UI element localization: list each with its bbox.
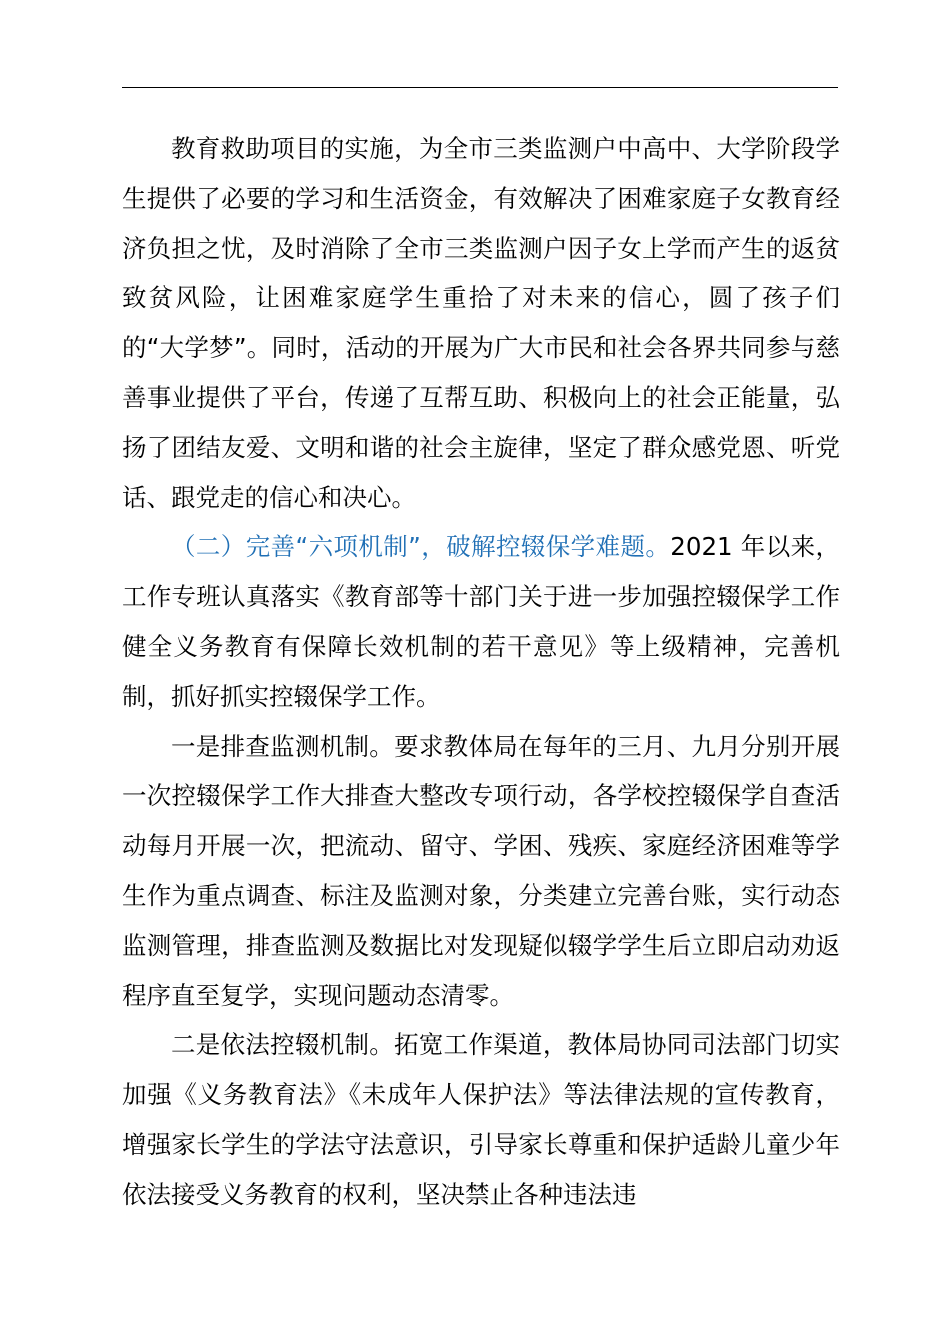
paragraph-six-mechanisms xyxy=(122,522,840,721)
paragraph-text: 2021 年以来，工作专班认真落实《教育部等十部门关于进一步加强控辍保学工作健全义务教育有保障长效机制的若干意见》等上级精神，完善机制，抓好抓实控辍保学工作。 xyxy=(122,532,840,711)
paragraph-education-aid-results xyxy=(122,124,840,522)
paragraph-text: 一是排查监测机制。要求教体局在每年的三月、九月分别开展一次控辍保学工作大排查大整改专项行动，各学校控辍保学自查活动每月开展一次，把流动、留守、学困、残疾、家庭经济困难等学生作为重点调查、标注及监测对象，分类建立完善台账，实行动态监测管理，排查监测及数据比对发现疑似辍学学生后立即启动劝返程序直至复学，实现问题动态清零。 xyxy=(122,731,840,1010)
paragraph-screening-monitoring xyxy=(122,722,840,1021)
document-body xyxy=(122,124,840,1220)
paragraph-legal-control xyxy=(122,1020,840,1219)
header-rule xyxy=(122,87,838,88)
section-heading-six-mechanisms: （二）完善“六项机制”，破解控辍保学难题。 xyxy=(171,532,671,562)
paragraph-text: 二是依法控辍机制。拓宽工作渠道，教体局协同司法部门切实加强《义务教育法》《未成年人保护法》等法律法规的宣传教育，增强家长学生的学法守法意识，引导家长尊重和保护适龄儿童少年依法接受义务教育的权利，坚决禁止各种违法违 xyxy=(122,1030,840,1209)
paragraph-text: 教育救助项目的实施，为全市三类监测户中高中、大学阶段学生提供了必要的学习和生活资金，有效解决了困难家庭子女教育经济负担之忧，及时消除了全市三类监测户因子女上学而产生的返贫致贫风险，让困难家庭学生重拾了对未来的信心，圆了孩子们的“大学梦”。同时，活动的开展为广大市民和社会各界共同参与慈善事业提供了平台，传递了互帮互助、积极向上的社会正能量，弘扬了团结友爱、文明和谐的社会主旋律，坚定了群众感党恩、听党话、跟党走的信心和决心。 xyxy=(122,134,840,512)
